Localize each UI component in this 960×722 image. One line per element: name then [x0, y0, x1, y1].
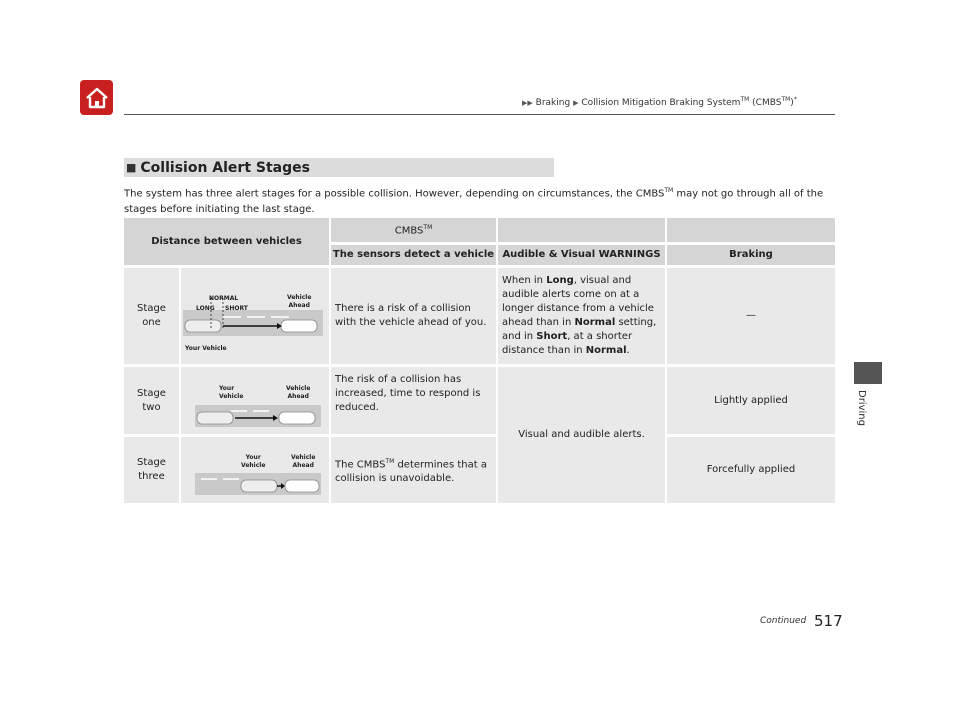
- stage-three-sensors: The CMBS™ determines that a collision is unavoidable.: [331, 437, 496, 503]
- stage-three-figure-cell: [181, 437, 329, 503]
- fig-vehicle-ahead-label: Vehicle Ahead: [291, 454, 316, 469]
- arrow-right-icon: ▶▶: [522, 99, 533, 107]
- stage-two-figure-cell: [181, 367, 329, 434]
- col-distance-header: Distance between vehicles: [124, 218, 329, 265]
- fig-your-vehicle-label: Your Vehicle: [219, 385, 244, 400]
- header-blank-2: [667, 218, 835, 242]
- sub-warnings-header: Audible & Visual WARNINGS: [498, 245, 665, 265]
- stage-one-sensors: There is a risk of a collision with the vehicle ahead of you.: [331, 268, 496, 364]
- fig-short-label: SHORT: [225, 305, 248, 312]
- home-button[interactable]: [80, 80, 113, 115]
- sub-braking-header: Braking: [667, 245, 835, 265]
- sub-sensors-header: The sensors detect a vehicle: [331, 245, 496, 265]
- arrow-right-icon: ▶: [573, 99, 579, 107]
- stage-one-figure-cell: [181, 268, 329, 364]
- section-heading: [124, 158, 554, 177]
- square-bullet-icon: ■: [126, 161, 137, 174]
- continued-label: Continued: [760, 616, 807, 626]
- stage-one-braking: —: [667, 268, 835, 364]
- fig-your-vehicle-label: Your Vehicle: [185, 345, 227, 352]
- stage-three-label: Stage three: [124, 437, 179, 503]
- intro-paragraph: The system has three alert stages for a possible collision. However, depending on circumstances, the CMBS™ may not go through all of the stages before initiating the last stage.: [124, 187, 824, 216]
- header-blank-1: [498, 218, 665, 242]
- stage-two-sensors: The risk of a collision has increased, time to respond is reduced.: [331, 367, 496, 434]
- stage-one-label: Stage one: [124, 268, 179, 364]
- fig-vehicle-ahead-label: Vehicle Ahead: [286, 385, 311, 400]
- breadcrumb-cmbs[interactable]: Collision Mitigation Braking System™ (CMBS™)*: [581, 96, 797, 108]
- col-cmbs-header: CMBS™: [331, 218, 496, 242]
- chapter-tab: [854, 362, 882, 384]
- header-rule: [124, 114, 835, 115]
- stage-two-three-warnings: Visual and audible alerts.: [498, 367, 665, 503]
- stage-two-label: Stage two: [124, 367, 179, 434]
- fig-your-vehicle-label: Your Vehicle: [241, 454, 266, 469]
- fig-long-label: LONG: [196, 305, 215, 312]
- page-number: 517: [814, 612, 843, 630]
- fig-vehicle-ahead-label: Vehicle Ahead: [287, 294, 312, 309]
- stage-one-warnings: When in Long, visual and audible alerts come on at a longer distance from a vehicle ahead than in Normal setting, and in Short, at a shorter distance than in Normal.: [498, 268, 665, 364]
- stage-two-braking: Lightly applied: [667, 367, 835, 434]
- breadcrumb-braking[interactable]: Braking: [535, 98, 571, 108]
- home-icon: [84, 86, 110, 110]
- fig-normal-label: NORMAL: [209, 295, 239, 302]
- stage-three-braking: Forcefully applied: [667, 437, 835, 503]
- chapter-label: Driving: [856, 390, 867, 426]
- breadcrumb: [522, 96, 797, 108]
- section-title: Collision Alert Stages: [140, 159, 310, 176]
